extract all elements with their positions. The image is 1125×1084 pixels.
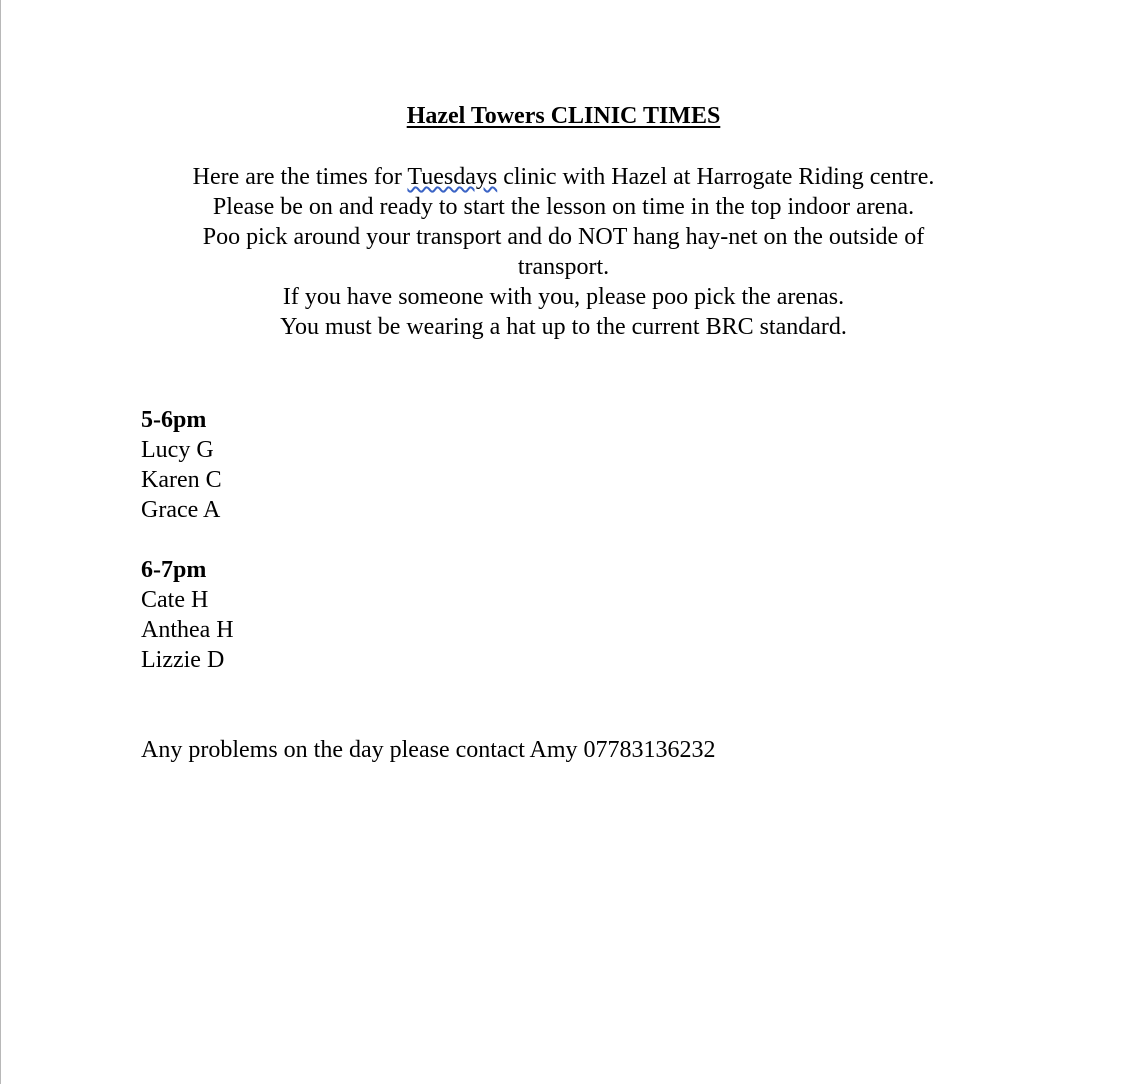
contact-line: Any problems on the day please contact Amy 07783136232 — [141, 737, 716, 763]
rider-name: Anthea H — [141, 617, 234, 643]
time-slot-2 — [141, 555, 234, 675]
rider-name: Lucy G — [141, 437, 214, 463]
rider-name: Grace A — [141, 497, 221, 523]
intro-line-4: transport. — [517, 254, 610, 280]
rider-name: Cate H — [141, 587, 209, 613]
intro-line-5: If you have someone with you, please poo pick the arenas. — [282, 284, 845, 310]
intro-paragraph — [1, 162, 1125, 342]
intro-line-3: Poo pick around your transport and do NOT hang hay-net on the outside of — [202, 224, 925, 250]
slot-time: 6-7pm — [141, 557, 207, 583]
title-text: Hazel Towers CLINIC TIMES — [406, 103, 721, 129]
rider-name: Lizzie D — [141, 647, 225, 673]
document-title — [1, 100, 1125, 132]
intro-line-2: Please be on and ready to start the lesson on time in the top indoor arena. — [212, 194, 915, 220]
intro-line-6: You must be wearing a hat up to the current BRC standard. — [280, 314, 847, 340]
time-slot-1 — [141, 405, 222, 525]
intro-line-1-start: Here are the times for — [192, 164, 408, 190]
slot-time: 5-6pm — [141, 407, 207, 433]
intro-line-1 — [1, 162, 1125, 192]
rider-name: Karen C — [141, 467, 222, 493]
intro-line-1-end: clinic with Hazel at Harrogate Riding centre. — [497, 164, 935, 190]
spellcheck-word[interactable]: Tuesdays — [407, 164, 498, 190]
